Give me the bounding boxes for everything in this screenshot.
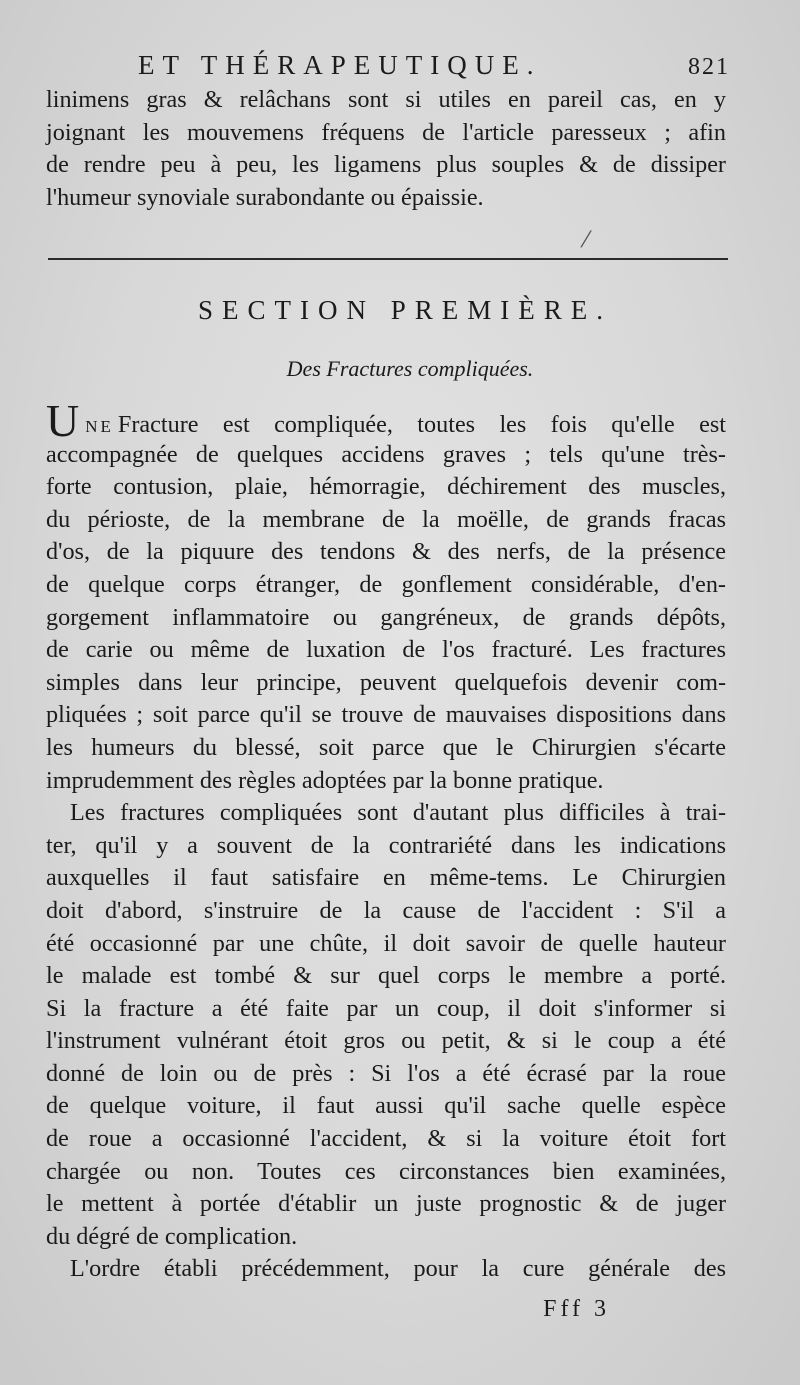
running-head — [0, 50, 800, 86]
text-line: simples dans leur principe, peuvent quelquefois devenir com- — [46, 668, 726, 696]
small-caps: NE — [85, 417, 114, 436]
text-line: du périoste, de la membrane de la moëlle, de grands fracas — [46, 505, 726, 533]
text-line: de rendre peu à peu, les ligamens plus souples & de dissiper — [46, 151, 726, 179]
text-line: gorgement inflammatoire ou gangréneux, de grands dépôts, — [46, 603, 726, 631]
text-line: donné de loin ou de près : Si l'os a été écrasé par la roue — [46, 1059, 726, 1087]
text-line: auxquelles il faut satisfaire en même-tems. Le Chirurgien — [46, 864, 726, 892]
text-line-first — [46, 395, 726, 446]
text-line: du dégré de complication. — [46, 1222, 298, 1250]
running-title: ET THÉRAPEUTIQUE. — [138, 50, 542, 80]
text-line: ter, qu'il y a souvent de la contrariété dans les indications — [46, 831, 726, 859]
page-number: 821 — [688, 54, 730, 80]
text-line: linimens gras & relâchans sont si utiles en pareil cas, en y — [46, 86, 726, 113]
text-line: l'instrument vulnérant étoit gros ou petit, & si le coup a été — [46, 1027, 726, 1055]
text-line: Les fractures compliquées sont d'autant plus difficiles à trai- — [70, 799, 726, 827]
pen-mark: / — [578, 223, 594, 256]
text-line: doit d'abord, s'instruire de la cause de l'accident : S'il a — [46, 896, 726, 924]
text-line: L'ordre établi précédemment, pour la cure générale des — [70, 1255, 726, 1283]
text-line: de roue a occasionné l'accident, & si la voiture étoit fort — [46, 1125, 726, 1153]
section-title: SECTION PREMIÈRE. — [197, 295, 612, 325]
text-line: chargée ou non. Toutes ces circonstances bien examinées, — [46, 1157, 726, 1185]
main-text — [46, 395, 726, 1286]
text-line: le mettent à portée d'établir un juste prognostic & de juger — [46, 1190, 726, 1218]
section-divider — [48, 258, 728, 260]
text-line: été occasionné par une chûte, il doit savoir de quelle hauteur — [46, 929, 726, 957]
text-line: d'os, de la piquure des tendons & des nerfs, de la présence — [46, 538, 726, 566]
opening-paragraph — [46, 84, 726, 214]
text-line: de quelque voiture, il faut aussi qu'il sache quelle espèce — [46, 1092, 726, 1120]
text-line: imprudemment des règles adoptées par la bonne pratique. — [46, 766, 604, 794]
section-subtitle: Des Fractures compliquées. — [286, 356, 534, 381]
first-line-text: Fracture est compliquée, toutes les fois qu'elle est — [117, 411, 726, 438]
signature-mark: Fff 3 — [543, 1296, 610, 1322]
drop-cap: U — [46, 395, 80, 446]
text-line: joignant les mouvemens fréquens de l'article paresseux ; afin — [46, 118, 726, 146]
text-line: de carie ou même de luxation de l'os fracturé. Les fractures — [46, 636, 726, 664]
text-line: accompagnée de quelques accidens graves ; tels qu'une très- — [46, 440, 726, 468]
text-line: le malade est tombé & sur quel corps le membre a porté. — [46, 962, 726, 990]
text-line: pliquées ; soit parce qu'il se trouve de mauvaises dispositions dans — [46, 701, 726, 729]
text-line: Si la fracture a été faite par un coup, il doit s'informer si — [46, 994, 726, 1022]
text-line: les humeurs du blessé, soit parce que le Chirurgien s'écarte — [46, 733, 726, 761]
text-line: de quelque corps étranger, de gonflement considérable, d'en- — [46, 570, 726, 598]
text-line: forte contusion, plaie, hémorragie, déchirement des muscles, — [46, 473, 726, 501]
text-line: l'humeur synoviale surabondante ou épaissie. — [46, 183, 484, 211]
